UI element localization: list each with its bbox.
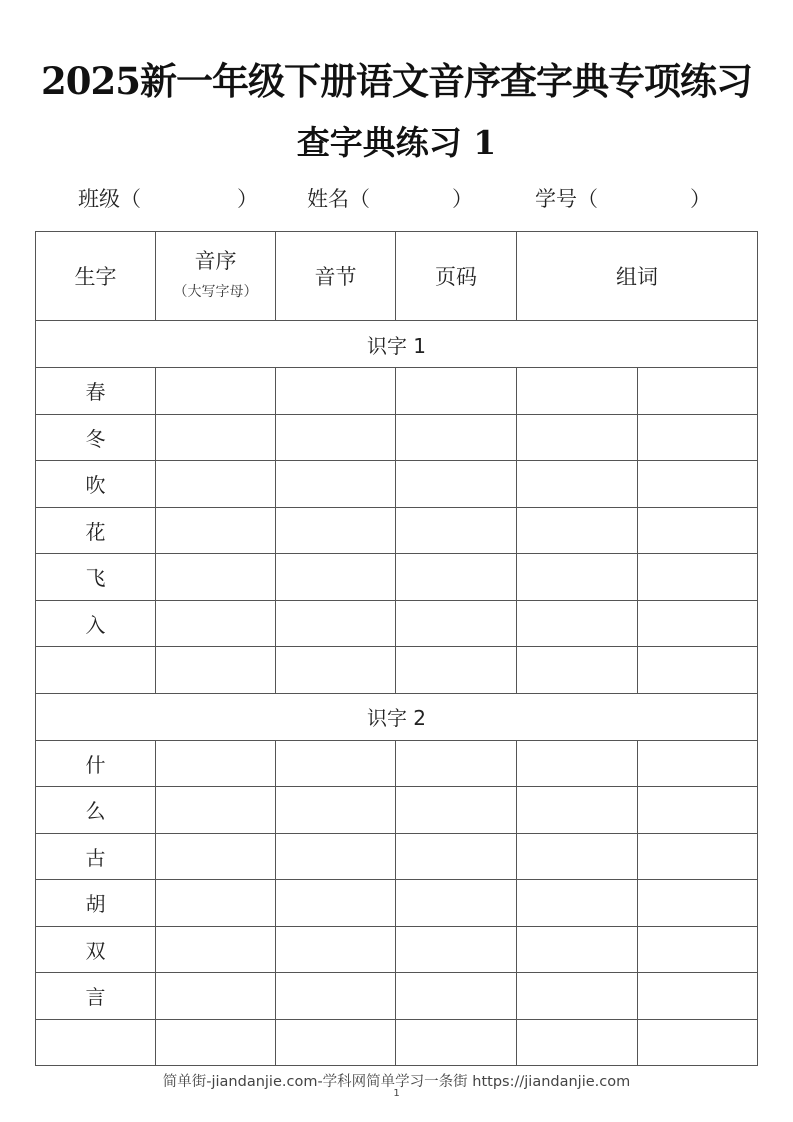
word2-input-cell[interactable] (638, 554, 758, 601)
syllable-input-cell[interactable] (276, 368, 396, 415)
page-input-cell[interactable] (396, 787, 517, 834)
table-row (36, 368, 758, 415)
header-syllable: 音节 (276, 232, 396, 321)
syllable-input-cell[interactable] (276, 507, 396, 554)
name-close: ） (452, 187, 473, 211)
syllable-input-cell[interactable] (276, 461, 396, 508)
table-row (36, 554, 758, 601)
table-row (36, 1019, 758, 1066)
syllable-input-cell[interactable] (276, 1019, 396, 1066)
section-label: 识字 2 (36, 693, 758, 740)
word2-input-cell[interactable] (638, 507, 758, 554)
word1-input-cell[interactable] (517, 647, 638, 694)
order-input-cell[interactable] (156, 600, 276, 647)
word2-input-cell[interactable] (638, 926, 758, 973)
page-input-cell[interactable] (396, 833, 517, 880)
order-input-cell[interactable] (156, 368, 276, 415)
header-page: 页码 (396, 232, 517, 321)
order-input-cell[interactable] (156, 973, 276, 1020)
order-input-cell[interactable] (156, 647, 276, 694)
table-row (36, 880, 758, 927)
table-row (36, 740, 758, 787)
syllable-input-cell[interactable] (276, 647, 396, 694)
char-cell: 入 (36, 600, 156, 647)
name-label: 姓名（ (307, 187, 370, 211)
word1-input-cell[interactable] (517, 507, 638, 554)
page-input-cell[interactable] (396, 507, 517, 554)
char-cell (36, 647, 156, 694)
word2-input-cell[interactable] (638, 368, 758, 415)
header-order-sub: （大写字母） (173, 284, 258, 300)
syllable-input-cell[interactable] (276, 926, 396, 973)
header-order (156, 232, 276, 321)
table-row (36, 600, 758, 647)
document-subtitle: 查字典练习 1 (296, 123, 497, 162)
char-cell: 飞 (36, 554, 156, 601)
word2-input-cell[interactable] (638, 461, 758, 508)
header-order-label: 音序 (194, 249, 237, 273)
syllable-input-cell[interactable] (276, 880, 396, 927)
table-row (36, 507, 758, 554)
header-char: 生字 (36, 232, 156, 321)
word1-input-cell[interactable] (517, 414, 638, 461)
table-row (36, 461, 758, 508)
char-cell: 么 (36, 787, 156, 834)
word1-input-cell[interactable] (517, 787, 638, 834)
char-cell: 什 (36, 740, 156, 787)
section-header-row (36, 693, 758, 740)
class-close: ） (237, 187, 258, 211)
class-label: 班级（ (78, 187, 141, 211)
page-input-cell[interactable] (396, 740, 517, 787)
word1-input-cell[interactable] (517, 461, 638, 508)
page-input-cell[interactable] (396, 926, 517, 973)
word1-input-cell[interactable] (517, 368, 638, 415)
word2-input-cell[interactable] (638, 1019, 758, 1066)
char-cell (36, 1019, 156, 1066)
char-cell: 言 (36, 973, 156, 1020)
word2-input-cell[interactable] (638, 414, 758, 461)
word1-input-cell[interactable] (517, 600, 638, 647)
word2-input-cell[interactable] (638, 647, 758, 694)
page-input-cell[interactable] (396, 973, 517, 1020)
dictionary-exercise-table (35, 231, 758, 1066)
order-input-cell[interactable] (156, 414, 276, 461)
char-cell: 吹 (36, 461, 156, 508)
word1-input-cell[interactable] (517, 1019, 638, 1066)
page-input-cell[interactable] (396, 647, 517, 694)
student-info-line (0, 184, 793, 214)
table-row (36, 833, 758, 880)
table-row (36, 787, 758, 834)
word2-input-cell[interactable] (638, 740, 758, 787)
page-input-cell[interactable] (396, 461, 517, 508)
syllable-input-cell[interactable] (276, 554, 396, 601)
page-input-cell[interactable] (396, 368, 517, 415)
section-2 (36, 693, 758, 1066)
order-input-cell[interactable] (156, 507, 276, 554)
section-1 (36, 321, 758, 694)
word2-input-cell[interactable] (638, 833, 758, 880)
char-cell: 冬 (36, 414, 156, 461)
section-header-row (36, 321, 758, 368)
word1-input-cell[interactable] (517, 973, 638, 1020)
order-input-cell[interactable] (156, 740, 276, 787)
order-input-cell[interactable] (156, 461, 276, 508)
syllable-input-cell[interactable] (276, 787, 396, 834)
char-cell: 古 (36, 833, 156, 880)
header-row (36, 232, 758, 321)
page-number: 1 (393, 1088, 400, 1099)
word1-input-cell[interactable] (517, 880, 638, 927)
order-input-cell[interactable] (156, 926, 276, 973)
word2-input-cell[interactable] (638, 973, 758, 1020)
table-row (36, 414, 758, 461)
order-input-cell[interactable] (156, 880, 276, 927)
syllable-input-cell[interactable] (276, 740, 396, 787)
header-words: 组词 (517, 232, 758, 321)
page-input-cell[interactable] (396, 554, 517, 601)
table-row (36, 926, 758, 973)
order-input-cell[interactable] (156, 787, 276, 834)
page-input-cell[interactable] (396, 1019, 517, 1066)
syllable-input-cell[interactable] (276, 600, 396, 647)
order-input-cell[interactable] (156, 833, 276, 880)
char-cell: 花 (36, 507, 156, 554)
page-input-cell[interactable] (396, 880, 517, 927)
syllable-input-cell[interactable] (276, 833, 396, 880)
section-label: 识字 1 (36, 321, 758, 368)
page-input-cell[interactable] (396, 600, 517, 647)
number-label: 学号（ (535, 187, 598, 211)
table-row (36, 647, 758, 694)
word1-input-cell[interactable] (517, 833, 638, 880)
syllable-input-cell[interactable] (276, 414, 396, 461)
word1-input-cell[interactable] (517, 926, 638, 973)
word1-input-cell[interactable] (517, 554, 638, 601)
order-input-cell[interactable] (156, 1019, 276, 1066)
char-cell: 胡 (36, 880, 156, 927)
word2-input-cell[interactable] (638, 600, 758, 647)
char-cell: 春 (36, 368, 156, 415)
char-cell: 双 (36, 926, 156, 973)
document-title: 2025新一年级下册语文音序查字典专项练习 (41, 59, 752, 103)
page-input-cell[interactable] (396, 414, 517, 461)
word2-input-cell[interactable] (638, 880, 758, 927)
order-input-cell[interactable] (156, 554, 276, 601)
number-close: ） (690, 187, 711, 211)
word2-input-cell[interactable] (638, 787, 758, 834)
syllable-input-cell[interactable] (276, 973, 396, 1020)
word1-input-cell[interactable] (517, 740, 638, 787)
footer-text: 简单街-jiandanjie.com-学科网简单学习一条街 https://jiandanjie.com (162, 1074, 631, 1090)
table-row (36, 973, 758, 1020)
